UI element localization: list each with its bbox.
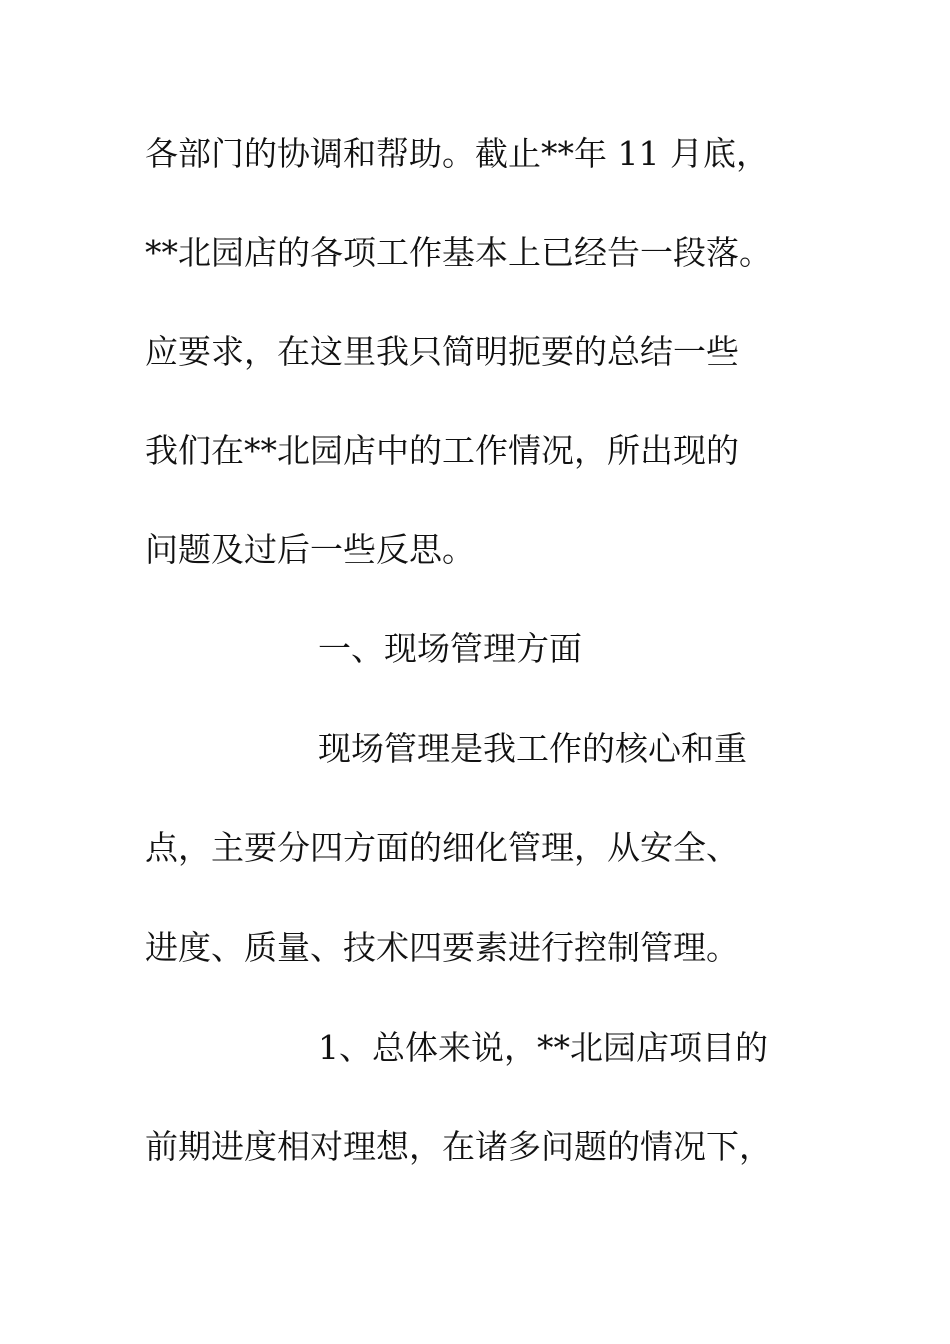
paragraph-line: 前期进度相对理想，在诸多问题的情况下， <box>145 1127 772 1166</box>
paragraph-line: 我们在**北园店中的工作情况，所出现的 <box>145 431 739 470</box>
paragraph-line: 进度、质量、技术四要素进行控制管理。 <box>145 928 739 967</box>
section-heading: 一、现场管理方面 <box>318 629 582 668</box>
paragraph-line: **北园店的各项工作基本上已经告一段落。 <box>145 233 772 272</box>
paragraph-line: 现场管理是我工作的核心和重 <box>318 729 747 768</box>
paragraph-line: 1、总体来说，**北园店项目的 <box>318 1028 768 1067</box>
paragraph-line: 各部门的协调和帮助。截止**年 11 月底， <box>145 134 769 173</box>
paragraph-line: 问题及过后一些反思。 <box>145 530 475 569</box>
paragraph-line: 应要求，在这里我只简明扼要的总结一些 <box>145 332 739 371</box>
paragraph-line: 点，主要分四方面的细化管理，从安全、 <box>145 828 739 867</box>
